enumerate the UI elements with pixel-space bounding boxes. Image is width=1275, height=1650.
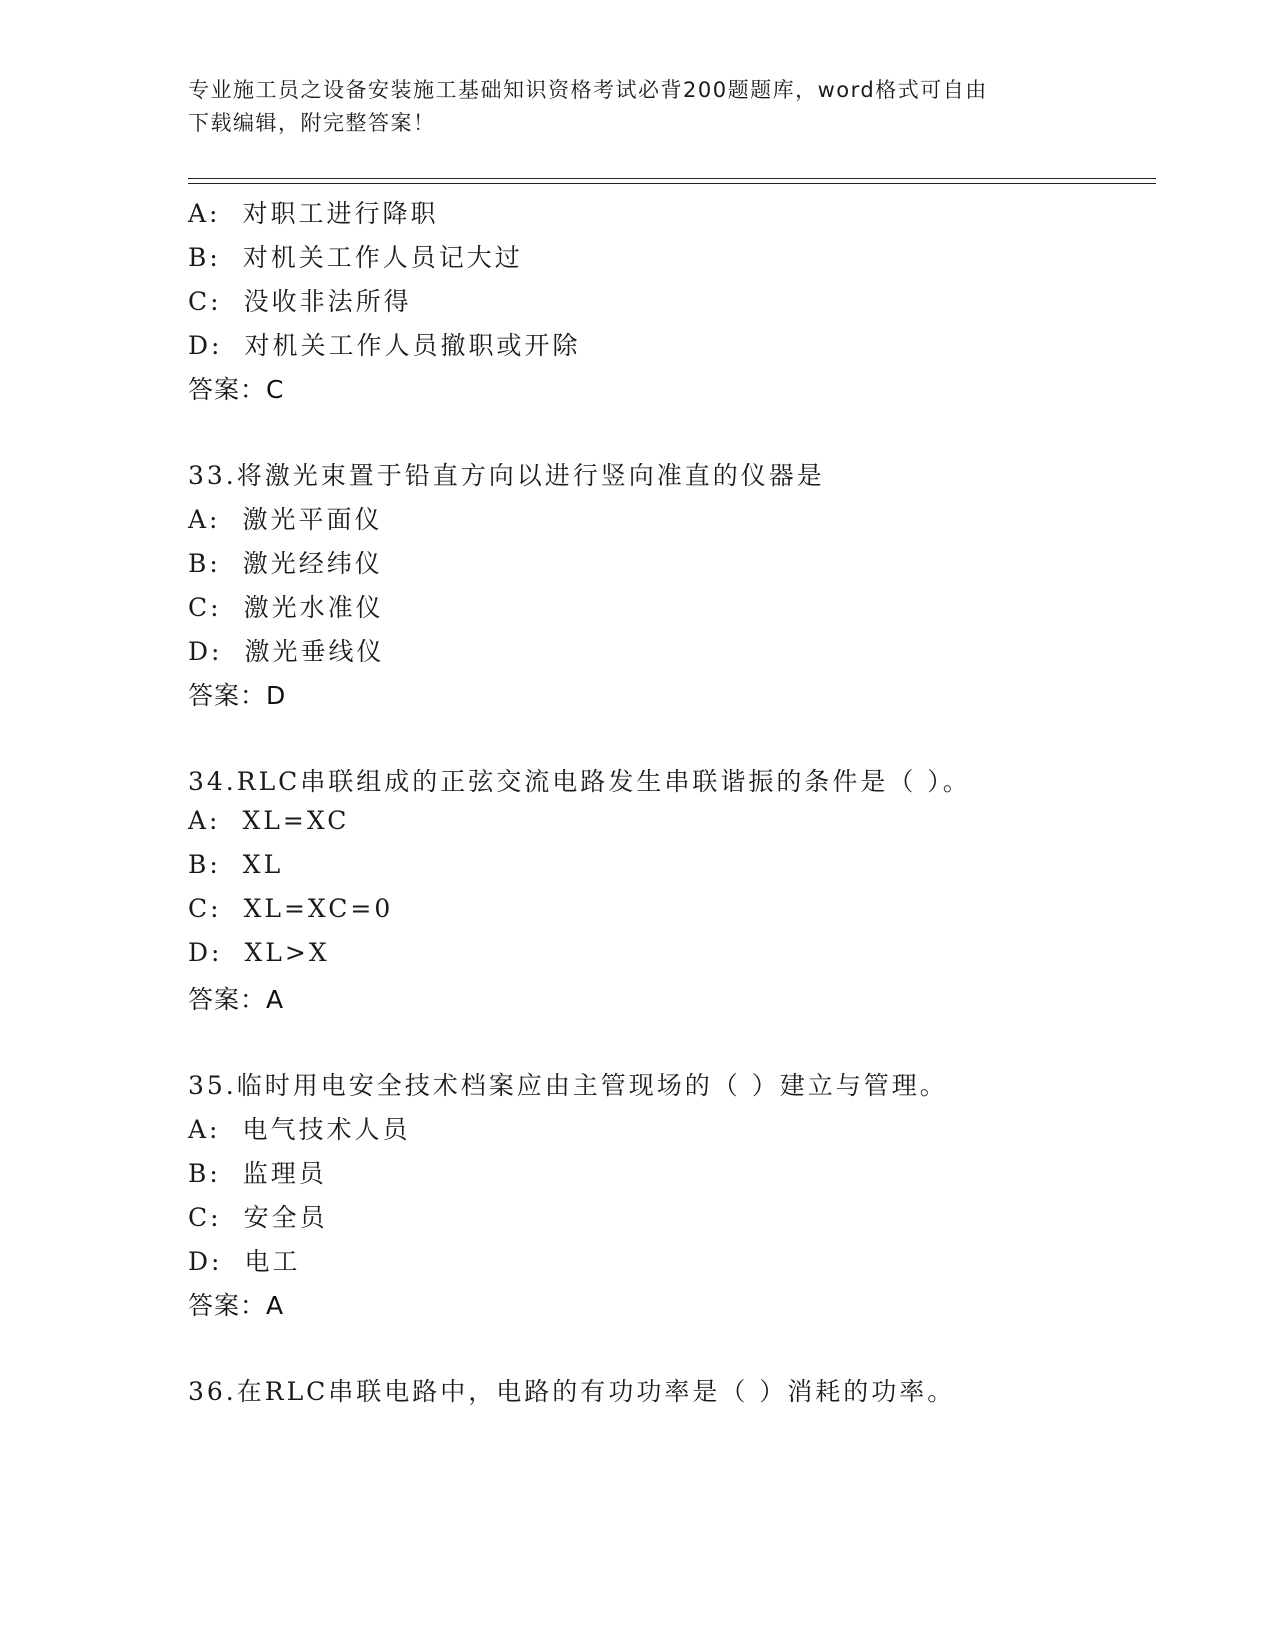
q32-option-b: B: 对机关工作人员记大过: [188, 243, 523, 272]
q35-option-a: A: 电气技术人员: [188, 1115, 411, 1144]
q34-question: 34.RLC串联组成的正弦交流电路发生串联谐振的条件是（ ）。: [188, 767, 971, 796]
q34-option-b: B: XL: [188, 850, 284, 879]
header-divider-top: [188, 178, 1156, 179]
document-header: [188, 74, 1068, 140]
q33-answer: 答案：D: [188, 681, 287, 710]
q35-answer: 答案：A: [188, 1291, 285, 1320]
q35-option-c: C: 安全员: [188, 1203, 328, 1232]
q32-answer: 答案：C: [188, 375, 285, 404]
q33-option-d: D: 激光垂线仪: [188, 637, 385, 666]
header-divider-bottom: [188, 183, 1156, 184]
q33-option-a: A: 激光平面仪: [188, 505, 383, 534]
q36-question: 36.在RLC串联电路中，电路的有功功率是（ ）消耗的功率。: [188, 1377, 956, 1406]
q35-question: 35.临时用电安全技术档案应由主管现场的（ ）建立与管理。: [188, 1071, 948, 1100]
q34-option-a: A: XL=XC: [188, 806, 350, 835]
q34-answer: 答案：A: [188, 985, 285, 1014]
q35-option-d: D: 电工: [188, 1247, 301, 1276]
q33-option-c: C: 激光水准仪: [188, 593, 384, 622]
q34-option-c: C: XL=XC=0: [188, 894, 394, 923]
q32-option-c: C: 没收非法所得: [188, 287, 412, 316]
q32-option-d: D: 对机关工作人员撤职或开除: [188, 331, 581, 360]
header-line-1: 专业施工员之设备安装施工基础知识资格考试必背200题题库，word格式可自由: [188, 78, 988, 102]
q33-option-b: B: 激光经纬仪: [188, 549, 383, 578]
q34-option-d: D: XL>X: [188, 938, 330, 967]
q32-option-a: A: 对职工进行降职: [188, 199, 439, 228]
q35-option-b: B: 监理员: [188, 1159, 327, 1188]
q33-question: 33.将激光束置于铅直方向以进行竖向准直的仪器是: [188, 461, 825, 490]
header-line-2: 下载编辑，附完整答案！: [188, 111, 436, 135]
